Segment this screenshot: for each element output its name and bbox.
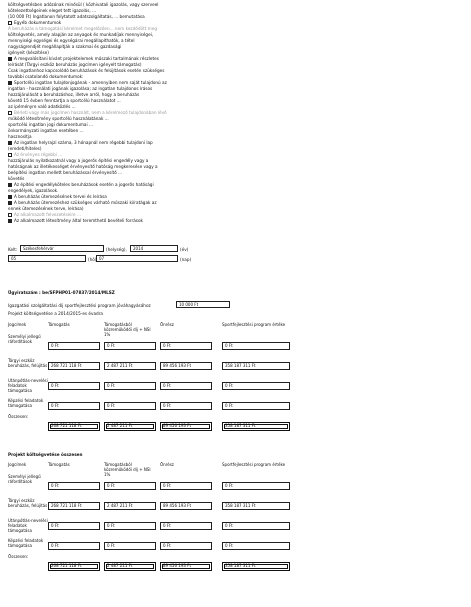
amount-field[interactable]: 0 Ft — [160, 382, 212, 390]
checkbox-icon[interactable] — [8, 111, 12, 115]
amount-field[interactable]: 0 Ft — [48, 542, 100, 550]
intro-line-text: kötelezettségeinek eleget tett igazolás, ... — [8, 8, 97, 13]
total-field: 358 187 311 Ft — [222, 422, 290, 431]
checkbox-icon[interactable] — [8, 195, 12, 199]
intro-line — [8, 68, 164, 73]
intro-line-text: követés — [8, 176, 25, 181]
amount-field[interactable]: 0 Ft — [48, 402, 100, 410]
intro-line-text: hatóságnak az illetékességet érvényesítő hatóság megkeresése vagy a — [8, 164, 158, 169]
amount-field[interactable]: 0 Ft — [104, 342, 156, 350]
intro-line — [8, 86, 152, 91]
amount-field[interactable]: 0 Ft — [104, 482, 156, 490]
amount-field[interactable]: 268 721 118 Ft — [48, 362, 100, 370]
row-label: Utánpótlás-nevelési feladatok támogatása — [8, 378, 48, 393]
intro-line-text: működő létesítmény sportcélú használatának ... — [8, 116, 109, 121]
intro-line-text: követő 15 évben fenntartja a sportcélú használatot ... — [8, 98, 121, 103]
intro-line — [8, 62, 142, 67]
amount-field[interactable]: 0 Ft — [222, 382, 290, 390]
intro-line — [8, 170, 122, 175]
intro-line-text: nagyságrendjét megállapítják a szakmai és gazdasági — [8, 44, 122, 49]
intro-line-text: Bérleti vagy más jogcímen használt, nem a kérelmező tulajdonában lévő — [14, 110, 167, 115]
amount-field[interactable]: 0 Ft — [104, 542, 156, 550]
intro-line — [8, 218, 143, 223]
column-header: Sportfejlesztési program értéke — [222, 322, 286, 327]
total-field: 89 456 193 Ft — [160, 562, 212, 571]
intro-line — [8, 2, 158, 7]
amount-field[interactable]: 2 487 211 Ft — [104, 502, 156, 510]
row-label: Tárgyi eszköz beruházás, felújítás — [8, 358, 48, 368]
intro-line-text: önkormányzati ingatlan esetében ... — [8, 128, 84, 133]
total-field: 358 187 311 Ft — [222, 562, 290, 571]
amount-field[interactable]: 0 Ft — [104, 402, 156, 410]
amount-field[interactable]: 0 Ft — [222, 402, 290, 410]
intro-line-text: az ipéményre való adatközlés ... — [8, 104, 76, 109]
kelt-place-suffix: (helység), — [106, 247, 127, 252]
intro-line-text: Sportcélú ingatlan tulajdonjogának - amennyiben nem saját tulajdonú az — [14, 80, 167, 85]
intro-line — [8, 116, 109, 121]
intro-line — [8, 8, 96, 13]
column-header: Sportfejlesztési program értéke — [222, 462, 286, 467]
section2-title: Projekt költségvetése összesen — [8, 452, 83, 457]
intro-line — [8, 14, 145, 19]
fee-label: Igazgatási szolgáltatási díj sportfejlesztési program jóváhagyásához — [8, 303, 151, 308]
intro-line — [8, 122, 93, 127]
checkbox-icon[interactable] — [8, 81, 12, 85]
column-header: Önrész — [160, 322, 174, 327]
intro-line-text: mennyiségi egységei és egységárai megállapíthatók, a tétel — [8, 38, 135, 43]
amount-field[interactable]: 0 Ft — [48, 522, 100, 530]
intro-line — [8, 212, 81, 217]
intro-line-text: A beruházás ütemezéshez szükséges várható műszaki kiíratágak az — [14, 200, 157, 205]
intro-line — [8, 44, 121, 49]
intro-line — [8, 164, 158, 169]
amount-field[interactable]: 0 Ft — [222, 542, 290, 550]
checkbox-icon[interactable] — [8, 21, 12, 25]
intro-line — [8, 110, 167, 115]
intro-line — [8, 152, 62, 157]
intro-line — [8, 188, 58, 193]
intro-line — [8, 200, 157, 205]
intro-line — [8, 20, 61, 25]
year-suffix: (év) — [180, 247, 189, 252]
amount-field[interactable]: 89 456 193 Ft — [160, 362, 212, 370]
checkbox-icon[interactable] — [8, 153, 12, 157]
year-field[interactable]: 2014 — [130, 245, 178, 252]
amount-field[interactable]: 0 Ft — [160, 482, 212, 490]
intro-line-text: beépítési ingatlan mellett beruházással érvényesítő ... — [8, 170, 123, 175]
intro-line-text: engedélyek, igazolások. — [8, 188, 59, 193]
column-header: Támogatásból közreműködői díj + NSI 1% — [104, 462, 151, 477]
project-year-label: Projekt költségvetése a 2014/2015-es évadra — [8, 311, 103, 316]
total-label: Összesen: — [8, 554, 29, 559]
intro-line — [8, 38, 135, 43]
intro-line-text: A beruházás ütemezésének tervei és leírása — [14, 194, 107, 199]
amount-field[interactable]: 358 187 311 Ft — [222, 502, 290, 510]
row-label: Képzési feladatok támogatása — [8, 398, 44, 408]
column-header: Támogatásból közreműködői díj + NSI 1% — [104, 322, 151, 337]
total-field: 2 487 211 Ft — [104, 562, 156, 571]
amount-field[interactable]: 0 Ft — [222, 482, 290, 490]
intro-line-text: ingatlan - használati jogának igazolása; az ingatlan tulajdonos írásos — [8, 86, 153, 91]
intro-line — [8, 182, 154, 187]
intro-line-text: A beruházás a támogatási kérelmet megelőzően... nem kezdődött meg — [8, 26, 157, 31]
intro-line — [8, 74, 84, 79]
intro-line — [8, 206, 84, 211]
intro-line-text: Egyéb dokumentumok — [14, 20, 62, 25]
fee-value-field[interactable]: 10 000 Ft — [176, 301, 230, 308]
total-label: Összesen: — [8, 414, 29, 419]
intro-line — [8, 158, 148, 163]
checkbox-icon[interactable] — [8, 213, 12, 217]
intro-line-text: Az alkalmazott létesítmény által teremthető bevételi források — [14, 218, 143, 223]
intro-line — [8, 56, 159, 61]
intro-line-text: hozzájárulását a beruházáshoz, illetve arról, hogy a beruházás — [8, 92, 140, 97]
row-label: Személyi jellegű ráfordítások — [8, 334, 41, 344]
intro-line — [8, 176, 24, 181]
intro-line — [8, 194, 107, 199]
checkbox-icon[interactable] — [8, 141, 12, 145]
intro-line-text: (eredeti/hiteles) — [8, 146, 42, 151]
amount-field[interactable]: 2 487 211 Ft — [104, 362, 156, 370]
intro-line-text: hozzájárulás nyilatkozatnál vagy a jogerős építési engedély vagy a — [8, 158, 149, 163]
intro-line — [8, 92, 139, 97]
intro-line — [8, 146, 41, 151]
intro-line-text: ennek ütemezésének terve, leírása) — [8, 206, 84, 211]
intro-line-text: költségvetés, amely alapján az anyagok és munkadíjak mennyiségei, — [8, 32, 154, 37]
intro-line-text: igényeit (készítése) — [8, 50, 49, 55]
amount-field[interactable]: 0 Ft — [160, 522, 212, 530]
intro-line-text: (10 000 Ft) Ingatlanon folytatott adatszolgáltatás, ... bemutatása — [8, 14, 145, 19]
amount-field[interactable]: 0 Ft — [48, 342, 100, 350]
intro-line — [8, 50, 49, 55]
month-field[interactable]: 05 — [8, 255, 86, 262]
row-label: Személyi jellegű ráfordítások — [8, 474, 41, 484]
intro-line — [8, 98, 121, 103]
intro-line-text: A megvalósítani kívánt projektelemek műszaki tartalmának részletes — [14, 56, 159, 61]
checkbox-icon[interactable] — [8, 57, 12, 61]
intro-line-text: sportcélú ingatlan jogi dokumentumai ... — [8, 122, 93, 127]
day-field[interactable]: 07 — [96, 255, 178, 262]
amount-field[interactable]: 358 187 311 Ft — [222, 362, 290, 370]
checkbox-icon[interactable] — [8, 183, 12, 187]
total-field: 268 721 118 Ft — [48, 562, 100, 571]
intro-line-text: leírását (Tárgyi eszköz beruházás jogcímen igényelt támogatás) — [8, 62, 142, 67]
day-suffix: (nap) — [180, 257, 192, 262]
column-header: Jogcímek — [8, 462, 27, 467]
column-header: Önrész — [160, 462, 174, 467]
intro-line-text: Az érvényes régebbi ... — [14, 152, 63, 157]
amount-field[interactable]: 89 456 193 Ft — [160, 502, 212, 510]
intro-line — [8, 128, 84, 133]
intro-line — [8, 134, 32, 139]
intro-line — [8, 26, 157, 31]
amount-field[interactable]: 0 Ft — [222, 342, 290, 350]
intro-line — [8, 140, 153, 145]
kelt-label: Kelt: — [8, 247, 18, 252]
amount-field[interactable]: 0 Ft — [222, 522, 290, 530]
amount-field[interactable]: 0 Ft — [160, 402, 212, 410]
column-header: Jogcímek — [8, 322, 27, 327]
amount-field[interactable]: 0 Ft — [104, 522, 156, 530]
total-field: 89 456 193 Ft — [160, 422, 212, 431]
intro-line — [8, 32, 153, 37]
column-header: Támogatás — [48, 322, 70, 327]
month-suffix: (hó) — [88, 257, 97, 262]
column-header: Támogatás — [48, 462, 70, 467]
row-label: Képzési feladatok támogatása — [8, 538, 44, 548]
amount-field[interactable]: 0 Ft — [160, 342, 212, 350]
amount-field[interactable]: 0 Ft — [160, 542, 212, 550]
checkbox-icon[interactable] — [8, 201, 12, 205]
intro-line-text: további csatolandó dokumentumok: — [8, 74, 84, 79]
row-label: Utánpótlás-nevelési feladatok támogatása — [8, 518, 48, 533]
intro-line-text: hasznosítja — [8, 134, 32, 139]
intro-line — [8, 104, 76, 109]
amount-field[interactable]: 268 721 118 Ft — [48, 502, 100, 510]
intro-line-text: Az építési engedélyköteles beruházások esetén a jogerős hatósági — [14, 182, 154, 187]
total-field: 268 721 118 Ft — [48, 422, 100, 431]
intro-line — [8, 80, 167, 85]
checkbox-icon[interactable] — [8, 219, 12, 223]
amount-field[interactable]: 0 Ft — [48, 382, 100, 390]
kelt-place-field[interactable]: Székesfehérvár — [20, 245, 104, 252]
intro-line-text: Csak ingatlanhoz kapcsolódó beruházások és felújítások esetén szükséges — [8, 68, 165, 73]
intro-line-text: Az ingatlan helyrajzi száma, 3 hónapnál nem régebbi tulajdoni lap — [14, 140, 153, 145]
row-label: Tárgyi eszköz beruházás, felújítás — [8, 498, 48, 508]
amount-field[interactable]: 0 Ft — [104, 382, 156, 390]
total-field: 2 487 211 Ft — [104, 422, 156, 431]
case-id: Ügyiratszám : be/SFPHP01-07837/2014/MLSZ — [8, 290, 115, 295]
intro-line-text: Az alkalmazott felvezetéseire ... — [14, 212, 81, 217]
amount-field[interactable]: 0 Ft — [48, 482, 100, 490]
intro-line-text: költségvetésben adózónak minősül ( közhivatali igazolás, vagy szerveel — [8, 2, 159, 7]
